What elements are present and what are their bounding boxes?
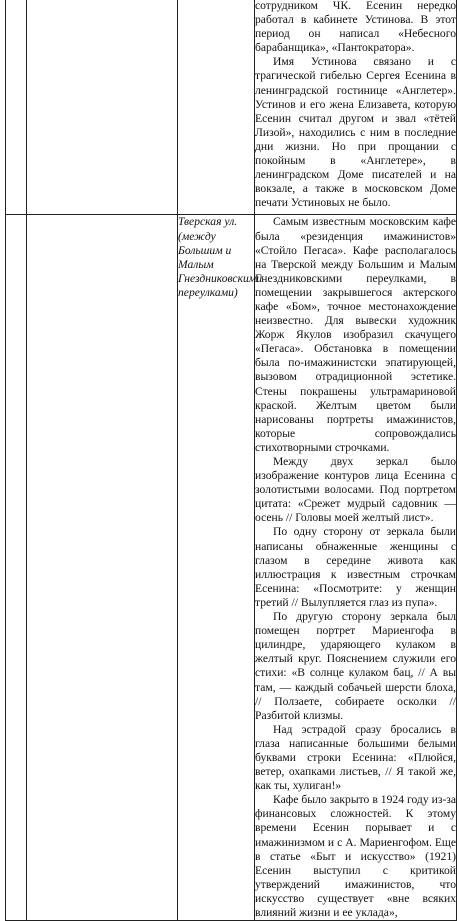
description-cell <box>255 215 457 921</box>
location-cell <box>178 0 255 215</box>
paragraph: сотрудником ЧК. Есенин нередко работал в кабинете Устинова. В этот период он написал «Небесного барабанщика», «Пантократора». <box>255 0 456 55</box>
paragraph: Кафе было закрыто в 1924 году из-за финансовых сложностей. К этому времени Есенин порывает и с имажинизмом и с А. Мариенгофом. Еще в статье «Быт и искусство» (1921) Есенин выступил с критикой утверждений имажинистов, что искусство существует «вне всяких влияний жизни и ее уклада», <box>255 793 456 919</box>
table-row <box>6 215 457 921</box>
paragraph: Над эстрадой сразу бросались в глаза написанные большими белыми буквами строки Есенина: «Плюйся, ветер, охапками листьев, // Я такой же, как ты, хулиган!» <box>255 722 456 793</box>
paragraph: Между двух зеркал было изображение контуров лица Есенина с золотистыми волосами. Под портретом цитата: «Срежет мудрый садовник — осень // Головы моей желтый лист». <box>255 455 456 525</box>
description-cell <box>255 0 457 215</box>
table-cell-blank <box>27 215 178 921</box>
paragraph: Самым известным московским кафе была «резиденция имажинистов» «Стойло Пегаса». Кафе располагалось на Тверской между Большим и Малым Гнездниковскими переулками, в помещении закрывшегося актерского кафе «Бом», точное местонахождение неизвестно. Для вывески художник Жорж Якулов изобразил скачущего «Пегаса». Обстановка в помещении была по-имажинистски эпатирующей, вызовом отрадиционной эстетике. Стены покрашены ультрамариновой краской. Желтым цветом были нарисованы портреты имажинистов, которые сопровождались стихотворными строчками. <box>255 215 456 454</box>
table-cell-blank <box>27 0 178 215</box>
paragraph: Имя Устинова связано и с трагической гибелью Сергея Есенина в ленинградской гостинице «Англетер». Устинов и его жена Елизавета, которую Есенин считал другом и звал «тётей Лизой», находились с ним в последние дни жизни. Но при прощании с покойным в «Англетере», в ленинградском Доме писателей и на вокзале, а также в московском Доме печати Устиновых не было. <box>255 55 456 210</box>
location-cell <box>178 215 262 921</box>
table-cell-blank <box>6 215 27 921</box>
table-cell-blank <box>6 0 27 215</box>
location-text: Тверская ул. (между Большим и Малым Гнездниковскими переулками) <box>178 215 262 299</box>
paragraph: По одну сторону от зеркала были написаны обнаженные женщины с глазом в середине живота как иллюстрация к известным строчкам Есенина: «Посмотрите: у женщин третий // Вылупляется глаз из пупа». <box>255 525 456 609</box>
places-table <box>5 0 457 921</box>
paragraph: По другую сторону зеркала был помещен портрет Мариенгофа в цилиндре, ударяющего кулаком в желтый круг. Пояснением служили его стихи: «В солнце кулаком бац, // А вы там, — каждый собачьей шерсти блоха, // Ползаете, собираете осколки // Разбитой клизмы. <box>255 610 456 722</box>
table-row <box>6 0 457 215</box>
